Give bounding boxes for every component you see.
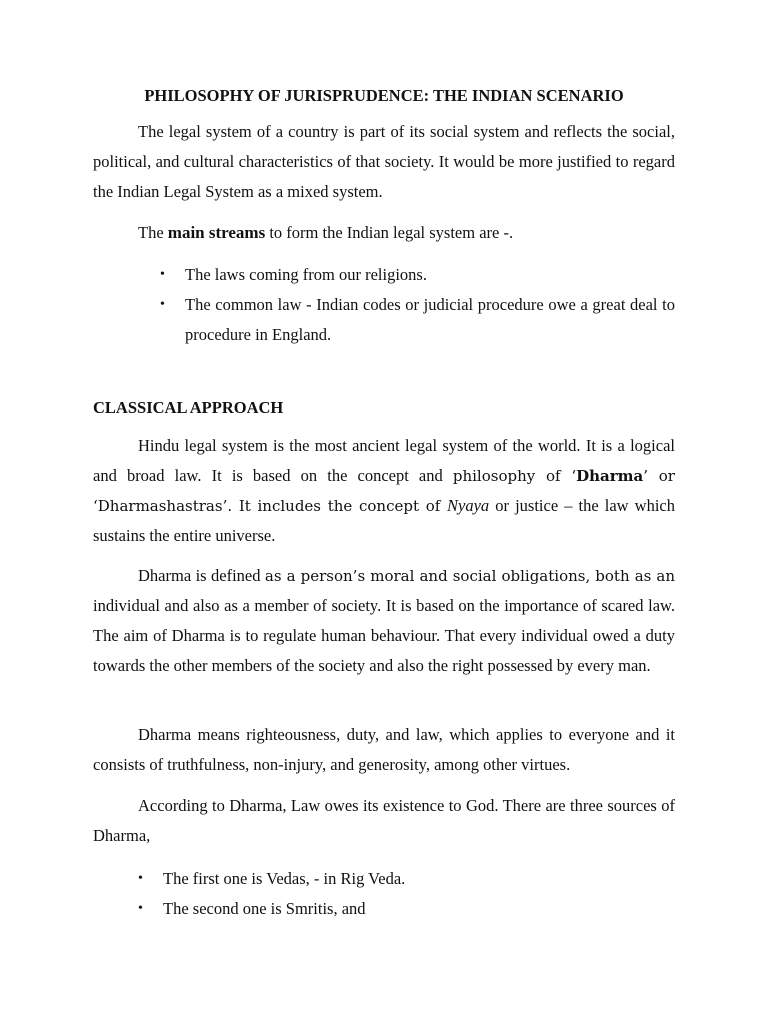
main-streams-emphasis: main streams [167,223,266,242]
page-title: PHILOSOPHY OF JURISPRUDENCE: THE INDIAN SCENARIO [144,86,624,105]
classical-paragraph-1: Hindu legal system is the most ancient legal system of the world. It is a logical and broad law. It is based on the concept and philosophy of ‘Dharma’ or ‘Dharmashastras’. It includes the concept of Nyaya or justice – the law which sustains the entire universe. [93,436,675,545]
list-item: • The common law - Indian codes or judicial procedure owe a great deal to procedure in England. [160,290,675,350]
classical-paragraph-4: According to Dharma, Law owes its existence to God. There are three sources of Dharma, [93,796,675,845]
list-item: • The second one is Smritis, and [138,894,675,924]
list-item: • The laws coming from our religions. [160,260,675,290]
bullet-icon: • [138,901,143,916]
bullet-icon: • [160,297,165,312]
intro-p2-post: to form the Indian legal system are -. [265,223,514,242]
section-heading-classical: CLASSICAL APPROACH [93,398,284,417]
list-item: • The first one is Vedas, - in Rig Veda. [138,864,675,894]
intro-p2-pre: The [138,223,168,242]
classical-paragraph-3: Dharma means righteousness, duty, and law, which applies to everyone and it consists of truthfulness, non-injury, and generosity, among other virtues. [93,725,675,774]
sources-of-dharma-list [138,864,675,924]
bullet-icon: • [160,267,165,282]
bullet-icon: • [138,871,143,886]
intro-paragraph-2 [93,218,675,248]
intro-paragraph-1: The legal system of a country is part of its social system and reflects the social, political, and cultural characteristics of that society. It would be more justified to regard the Indian Legal System as a mixed system. [93,122,675,201]
main-streams-list [160,260,675,350]
classical-paragraph-2: Dharma is defined as a person’s moral and social obligations, both as an individual and also as a member of society. It is based on the importance of scared law. The aim of Dharma is to regulate human behaviour. That every individual owed a duty towards the other members of the society and also the right possessed by every man. [93,566,676,675]
